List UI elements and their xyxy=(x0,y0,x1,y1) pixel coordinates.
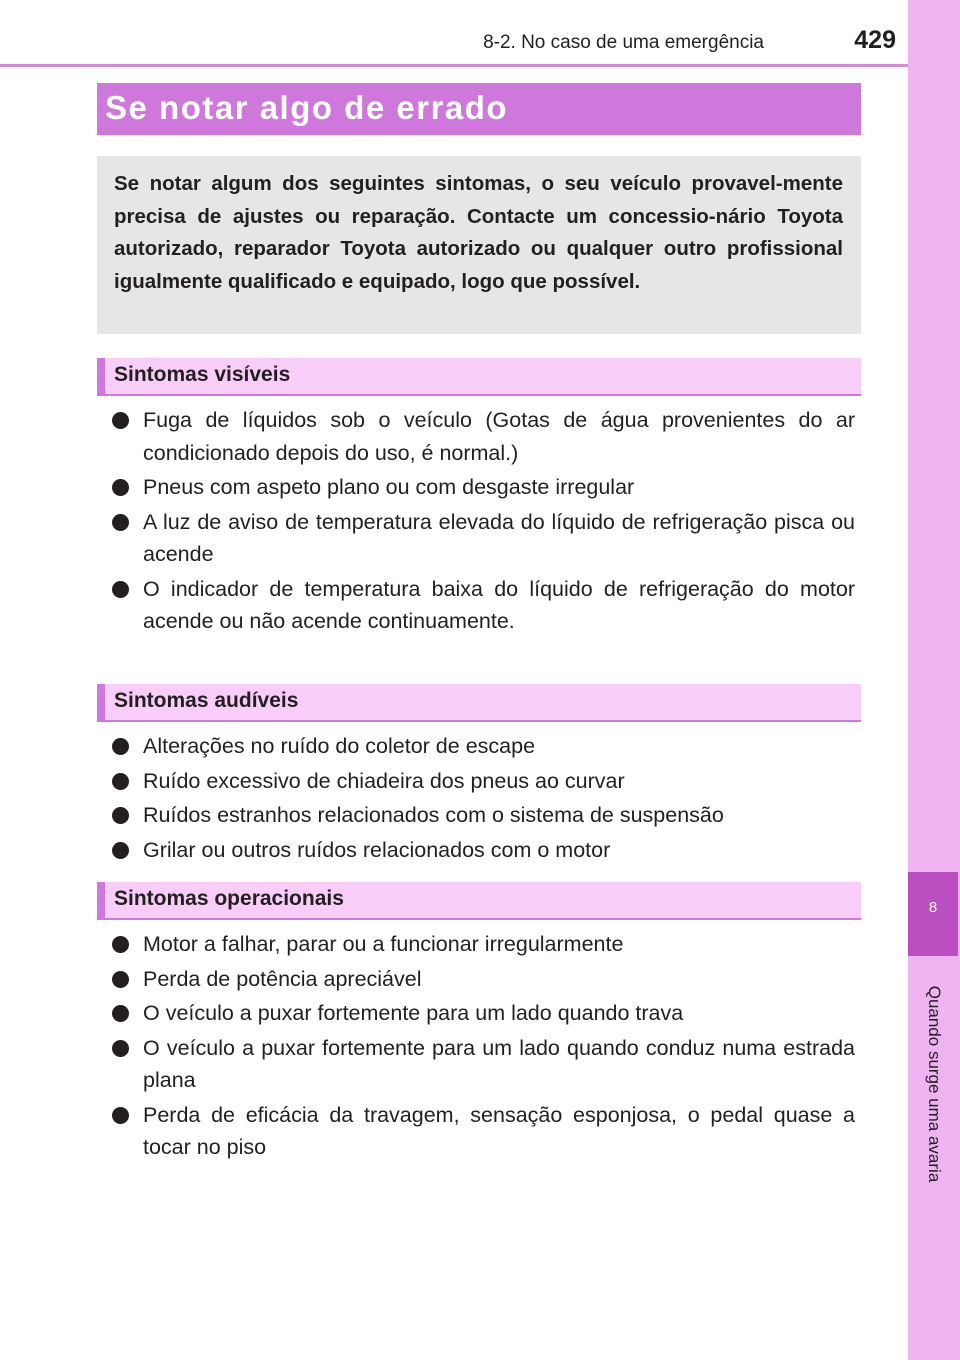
list-item xyxy=(111,997,855,1030)
bullet-icon xyxy=(112,479,129,496)
bullet-icon xyxy=(112,971,129,988)
section-heading-visible: Sintomas visíveis xyxy=(97,358,861,396)
intro-box xyxy=(97,156,861,334)
intro-text: Se notar algum dos seguintes sintomas, o seu veículo provavel-mente precisa de ajustes ou reparação. Contacte um concessio-nário Toyota autorizado, reparador Toyota autorizado ou qualquer outro profissional igualmente qualificado e equipado, logo que possível. xyxy=(114,172,843,293)
chapter-title-label: Quando surge uma avaria xyxy=(925,985,944,1183)
list-item-text: Pneus com aspeto plano ou com desgaste irregular xyxy=(143,475,635,499)
list-item-text: Perda de potência apreciável xyxy=(143,966,422,991)
list-item xyxy=(111,471,855,504)
bullet-icon xyxy=(112,773,129,790)
list-item-text: Ruídos estranhos relacionados com o sistema de suspensão xyxy=(143,803,724,827)
list-item-text: Perda de eficácia da travagem, sensação esponjosa, o pedal quase a tocar no piso xyxy=(143,1102,855,1159)
bullet-icon xyxy=(112,807,129,824)
page-number: 429 xyxy=(854,26,896,54)
header-divider xyxy=(0,64,908,67)
list-item xyxy=(111,730,855,763)
list-item xyxy=(111,799,855,832)
list-item-text: Ruído excessivo de chiadeira dos pneus ao curvar xyxy=(143,768,625,793)
list-item-text: Alterações no ruído do coletor de escape xyxy=(143,734,536,758)
bullet-icon xyxy=(112,514,129,531)
list-item-text: Motor a falhar, parar ou a funcionar irregularmente xyxy=(143,932,624,956)
audible-symptoms-list xyxy=(111,730,855,868)
list-item-text: Grilar ou outros ruídos relacionados com o motor xyxy=(143,837,611,862)
list-item xyxy=(111,404,855,469)
bullet-icon xyxy=(112,738,129,755)
running-header: 8-2. No caso de uma emergência xyxy=(483,32,764,53)
list-item xyxy=(111,506,855,571)
visible-symptoms-list xyxy=(111,404,855,640)
list-item xyxy=(111,573,855,638)
list-item-text: O indicador de temperatura baixa do líquido de refrigeração do motor acende ou não acende continuamente. xyxy=(143,576,855,633)
bullet-icon xyxy=(112,842,129,859)
list-item-text: Fuga de líquidos sob o veículo (Gotas de água provenientes do ar condicionado depois do uso, é normal.) xyxy=(143,408,855,465)
section-heading-operational: Sintomas operacionais xyxy=(97,882,861,920)
section-heading-audible: Sintomas audíveis xyxy=(97,684,861,722)
bullet-icon xyxy=(112,1040,129,1057)
bullet-icon xyxy=(112,1005,129,1022)
chapter-number-tab[interactable]: 8 xyxy=(908,872,958,956)
list-item xyxy=(111,834,855,867)
bullet-icon xyxy=(112,1107,129,1124)
operational-symptoms-list xyxy=(111,928,855,1166)
bullet-icon xyxy=(112,581,129,598)
list-item-text: O veículo a puxar fortemente para um lado quando trava xyxy=(143,1001,684,1025)
list-item-text: A luz de aviso de temperatura elevada do líquido de refrigeração pisca ou acende xyxy=(143,509,855,566)
bullet-icon xyxy=(112,412,129,429)
list-item xyxy=(111,765,855,798)
list-item xyxy=(111,928,855,961)
list-item xyxy=(111,1032,855,1097)
list-item xyxy=(111,963,855,996)
list-item xyxy=(111,1099,855,1164)
bullet-icon xyxy=(112,936,129,953)
list-item-text: O veículo a puxar fortemente para um lado quando conduz numa estrada plana xyxy=(143,1035,855,1092)
page-title: Se notar algo de errado xyxy=(97,83,861,135)
